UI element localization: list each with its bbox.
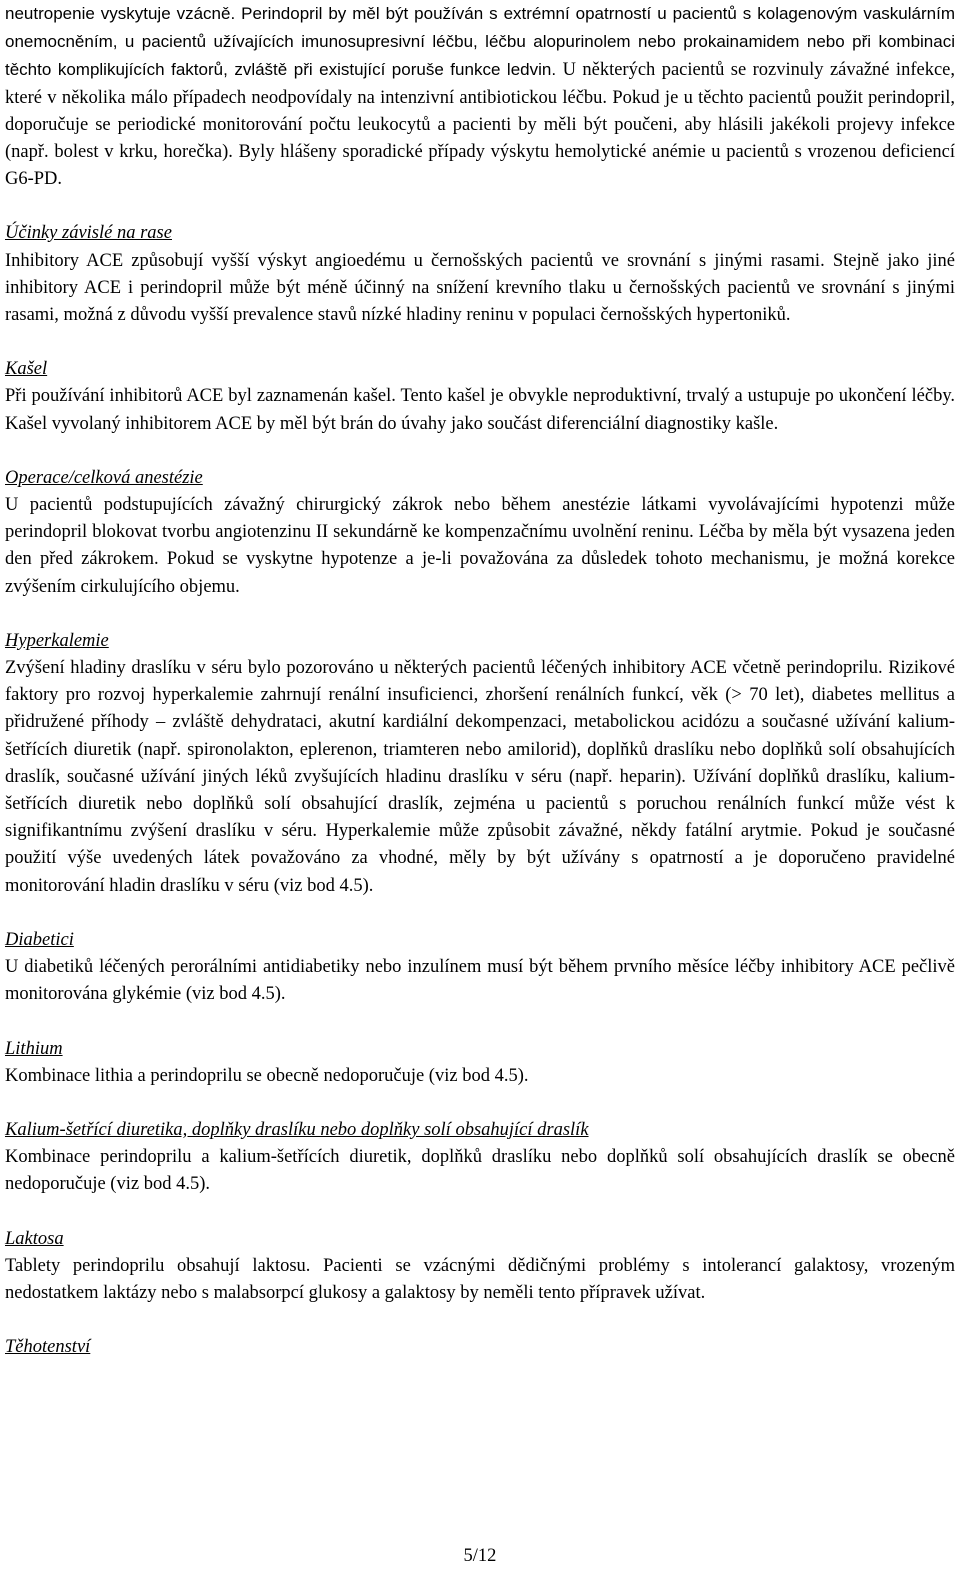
intro-sentence: neutropenie vyskytuje vzácně. <box>5 4 242 23</box>
page-number: 5/12 <box>463 1546 497 1566</box>
section-heading-hyperkalemia: Hyperkalemie <box>5 630 109 651</box>
section-heading-lactose: Laktosa <box>5 1228 64 1249</box>
section-heading-lithium: Lithium <box>5 1038 63 1059</box>
intro-sentence: Byly hlášeny sporadické případy výskytu hemolytické anémie u pacientů s vrozenou deficiencí G6-PD. <box>5 142 956 190</box>
section-heading-race: Účinky závislé na rase <box>5 223 172 244</box>
section-text-race: Inhibitory ACE způsobují vyšší výskyt angioedému u černošských pacientů ve srovnání s jinými rasami. Stejně jako jiné inhibitory ACE i perindopril může být méně účinný na snížení krevního tlaku u černošských pacientů ve srovnání s jinými rasami, možná z důvodu vyšší prevalence stavů nízké hladiny reninu v populaci černošských hypertoniků. <box>5 250 955 326</box>
intro-sentence: Pokud je u těchto pacientů použit perindopril, doporučuje se periodické monitorování počtu leukocytů a pacienti by měli být poučeni, aby hlásili jakékoli projevy infekce (např. bolest v krku, horečka). <box>5 87 955 163</box>
section-text-cough: Při používání inhibitorů ACE byl zaznamenán kašel. Tento kašel je obvykle neproduktivní, trvalý a ustupuje po ukončení léčby. Kašel vyvolaný inhibitorem ACE by měl být brán do úvahy jako součást diferenciální diagnostiky kašle. <box>5 386 955 434</box>
section-heading-surgery: Operace/celková anestézie <box>5 467 203 488</box>
intro-paragraph <box>5 0 955 193</box>
section-text-surgery: U pacientů podstupujících závažný chirurgický zákrok nebo během anestézie látkami vyvolávajícími hypotenzi může perindopril blokovat tvorbu angiotenzinu II sekundárně ke kompenzačnímu uvolnění reninu. Léčba by měla být vysazena jeden den před zákrokem. Pokud se vyskytne hypotenze a je-li považována za důsledek tohoto mechanismu, je možná korekce zvýšením cirkulujícího objemu. <box>5 495 955 597</box>
section-text-diabetics: U diabetiků léčených perorálními antidiabetiky nebo inzulínem musí být během prvního měsíce léčby inhibitory ACE pečlivě monitorována glykémie (viz bod 4.5). <box>5 957 955 1005</box>
section-text-lithium: Kombinace lithia a perindoprilu se obecně nedoporučuje (viz bod 4.5). <box>5 1065 529 1086</box>
section-heading-pregnancy: Těhotenství <box>5 1337 91 1358</box>
intro-sentence: Perindopril by měl být používán s extrémní opatrností u pacientů s kolagenovým vaskulárním onemocněním, u pacientů užívajících imunosupresivní léčbu, léčbu alopurinolem nebo prokainamidem nebo při kombinaci těchto komplikujících faktorů, zvláště při existující poruše funkce ledvin. <box>5 4 955 80</box>
section-text-lactose: Tablety perindoprilu obsahují laktosu. Pacienti se vzácnými dědičnými problémy s intolerancí galaktosy, vrozeným nedostatkem laktázy nebo s malabsorpcí glukosy a galaktosy by neměli tento přípravek užívat. <box>5 1255 955 1303</box>
section-heading-cough: Kašel <box>5 359 48 380</box>
document-page <box>5 0 955 1361</box>
section-text-potassium: Kombinace perindoprilu a kalium-šetřících diuretik, doplňků draslíku nebo doplňků solí obsahujících draslík se obecně nedoporučuje (viz bod 4.5). <box>5 1147 955 1195</box>
intro-sentence: U některých pacientů se rozvinuly závažné infekce, které v několika málo případech neodpovídaly na intenzivní antibiotickou léčbu. <box>5 60 955 108</box>
section-heading-potassium: Kalium-šetřící diuretika, doplňky draslíku nebo doplňky solí obsahující draslík <box>5 1119 589 1140</box>
section-heading-diabetics: Diabetici <box>5 929 74 950</box>
section-text-hyperkalemia: Zvýšení hladiny draslíku v séru bylo pozorováno u některých pacientů léčených inhibitory ACE včetně perindoprilu. Rizikové faktory pro rozvoj hyperkalemie zahrnují renální insuficienci, zhoršení renálních funkcí, věk (> 70 let), diabetes mellitus a přidružené příhody – zvláště dehydrataci, akutní kardiální dekompenzaci, metabolickou acidózu a současné užívání kalium-šetřících diuretik (např. spironolakton, eplerenon, triamteren nebo amilorid), doplňků draslíku nebo doplňků solí obsahujících draslík, současné užívání jiných léků zvyšujících hladinu draslíku v séru (např. heparin). Užívání doplňků draslíku, kalium-šetřících diuretik nebo doplňků solí obsahující draslík, zejména u pacientů s poruchou renálních funkcí může vést k signifikantnímu zvýšení draslíku v séru. Hyperkalemie může způsobit závažné, někdy fatální arytmie. Pokud je současné použití výše uvedených látek považováno za vhodné, měly by být užívány s opatrností a je doporučeno pravidelné monitorování hladin draslíku v séru (viz bod 4.5). <box>5 658 955 896</box>
